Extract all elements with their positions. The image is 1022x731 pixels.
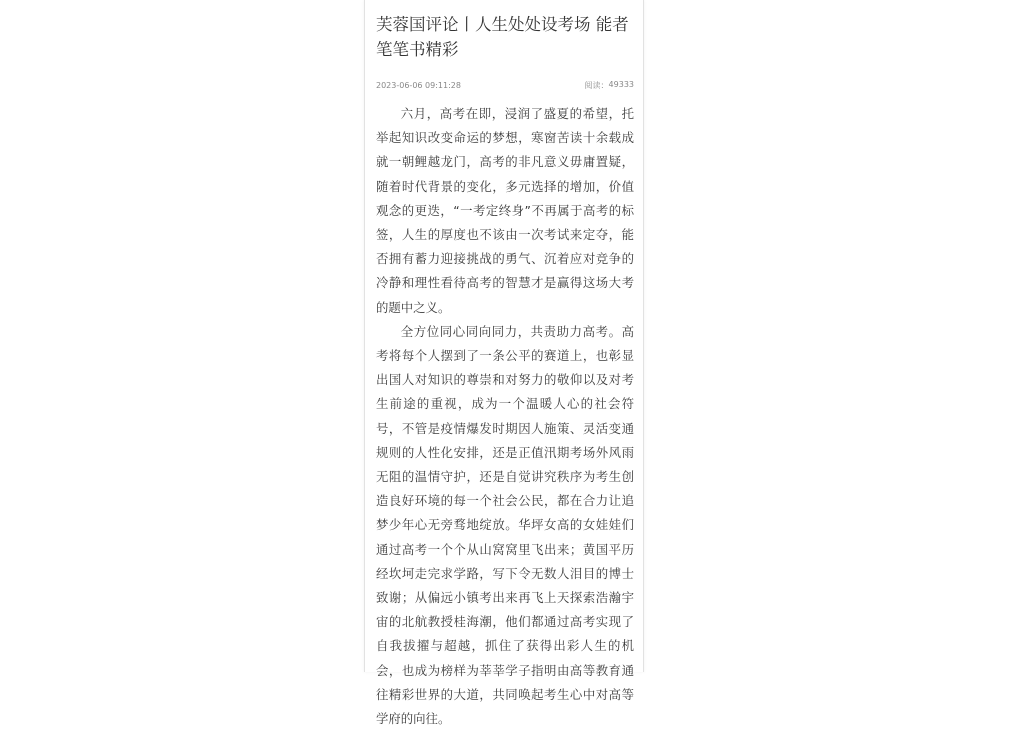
- paragraph: 六月，高考在即，浸润了盛夏的希望，托举起知识改变命运的梦想，寒窗苦读十余载成就一朝鲤越龙门，高考的非凡意义毋庸置疑，随着时代背景的变化，多元选择的增加，价值观念的更迭，“一考定终身”不再属于高考的标签，人生的厚度也不该由一次考试来定夺，能否拥有蓄力迎接挑战的勇气、沉着应对竞争的冷静和理性看待高考的智慧才是赢得这场大考的题中之义。: [376, 106, 634, 315]
- read-count: [585, 80, 634, 91]
- read-count-label: 阅读：: [584, 80, 609, 90]
- article-panel: [364, 0, 644, 727]
- paragraph: 全方位同心同向同力，共责助力高考。高考将每个人摆到了一条公平的赛道上，也彰显出国人对知识的尊崇和对努力的敬仰以及对考生前途的重视，成为一个温暖人心的社会符号，不管是疫情爆发时期因人施策、灵活变通规则的人性化安排，还是正值汛期考场外风雨无阻的温情守护，还是自觉讲究秩序为考生创造良好环境的每一个社会公民，都在合力让追梦少年心无旁骛地绽放。华坪女高的女娃娃们通过高考一个个从山窝窝里飞出来；黄国平历经坎坷走完求学路，写下令无数人泪目的博士致谢；从偏远小镇考出来再飞上天探索浩瀚宇宙的北航教授桂海潮，他们都通过高考实现了自我拔擢与超越，抓住了获得出彩人生的机会，也成为榜样为莘莘学子指明由高等教育通往精彩世界的大道，共同唤起考生心中对高等学府的向往。: [376, 323, 634, 727]
- article-title: 芙蓉国评论丨人生处处设考场 能者笔笔书精彩: [376, 15, 629, 59]
- article-body: [376, 102, 634, 731]
- article-content: [376, 12, 634, 731]
- read-count-value: 49333: [608, 79, 634, 89]
- article-meta: [376, 78, 634, 92]
- publish-date: 2023-06-06 09:11:28: [376, 80, 461, 90]
